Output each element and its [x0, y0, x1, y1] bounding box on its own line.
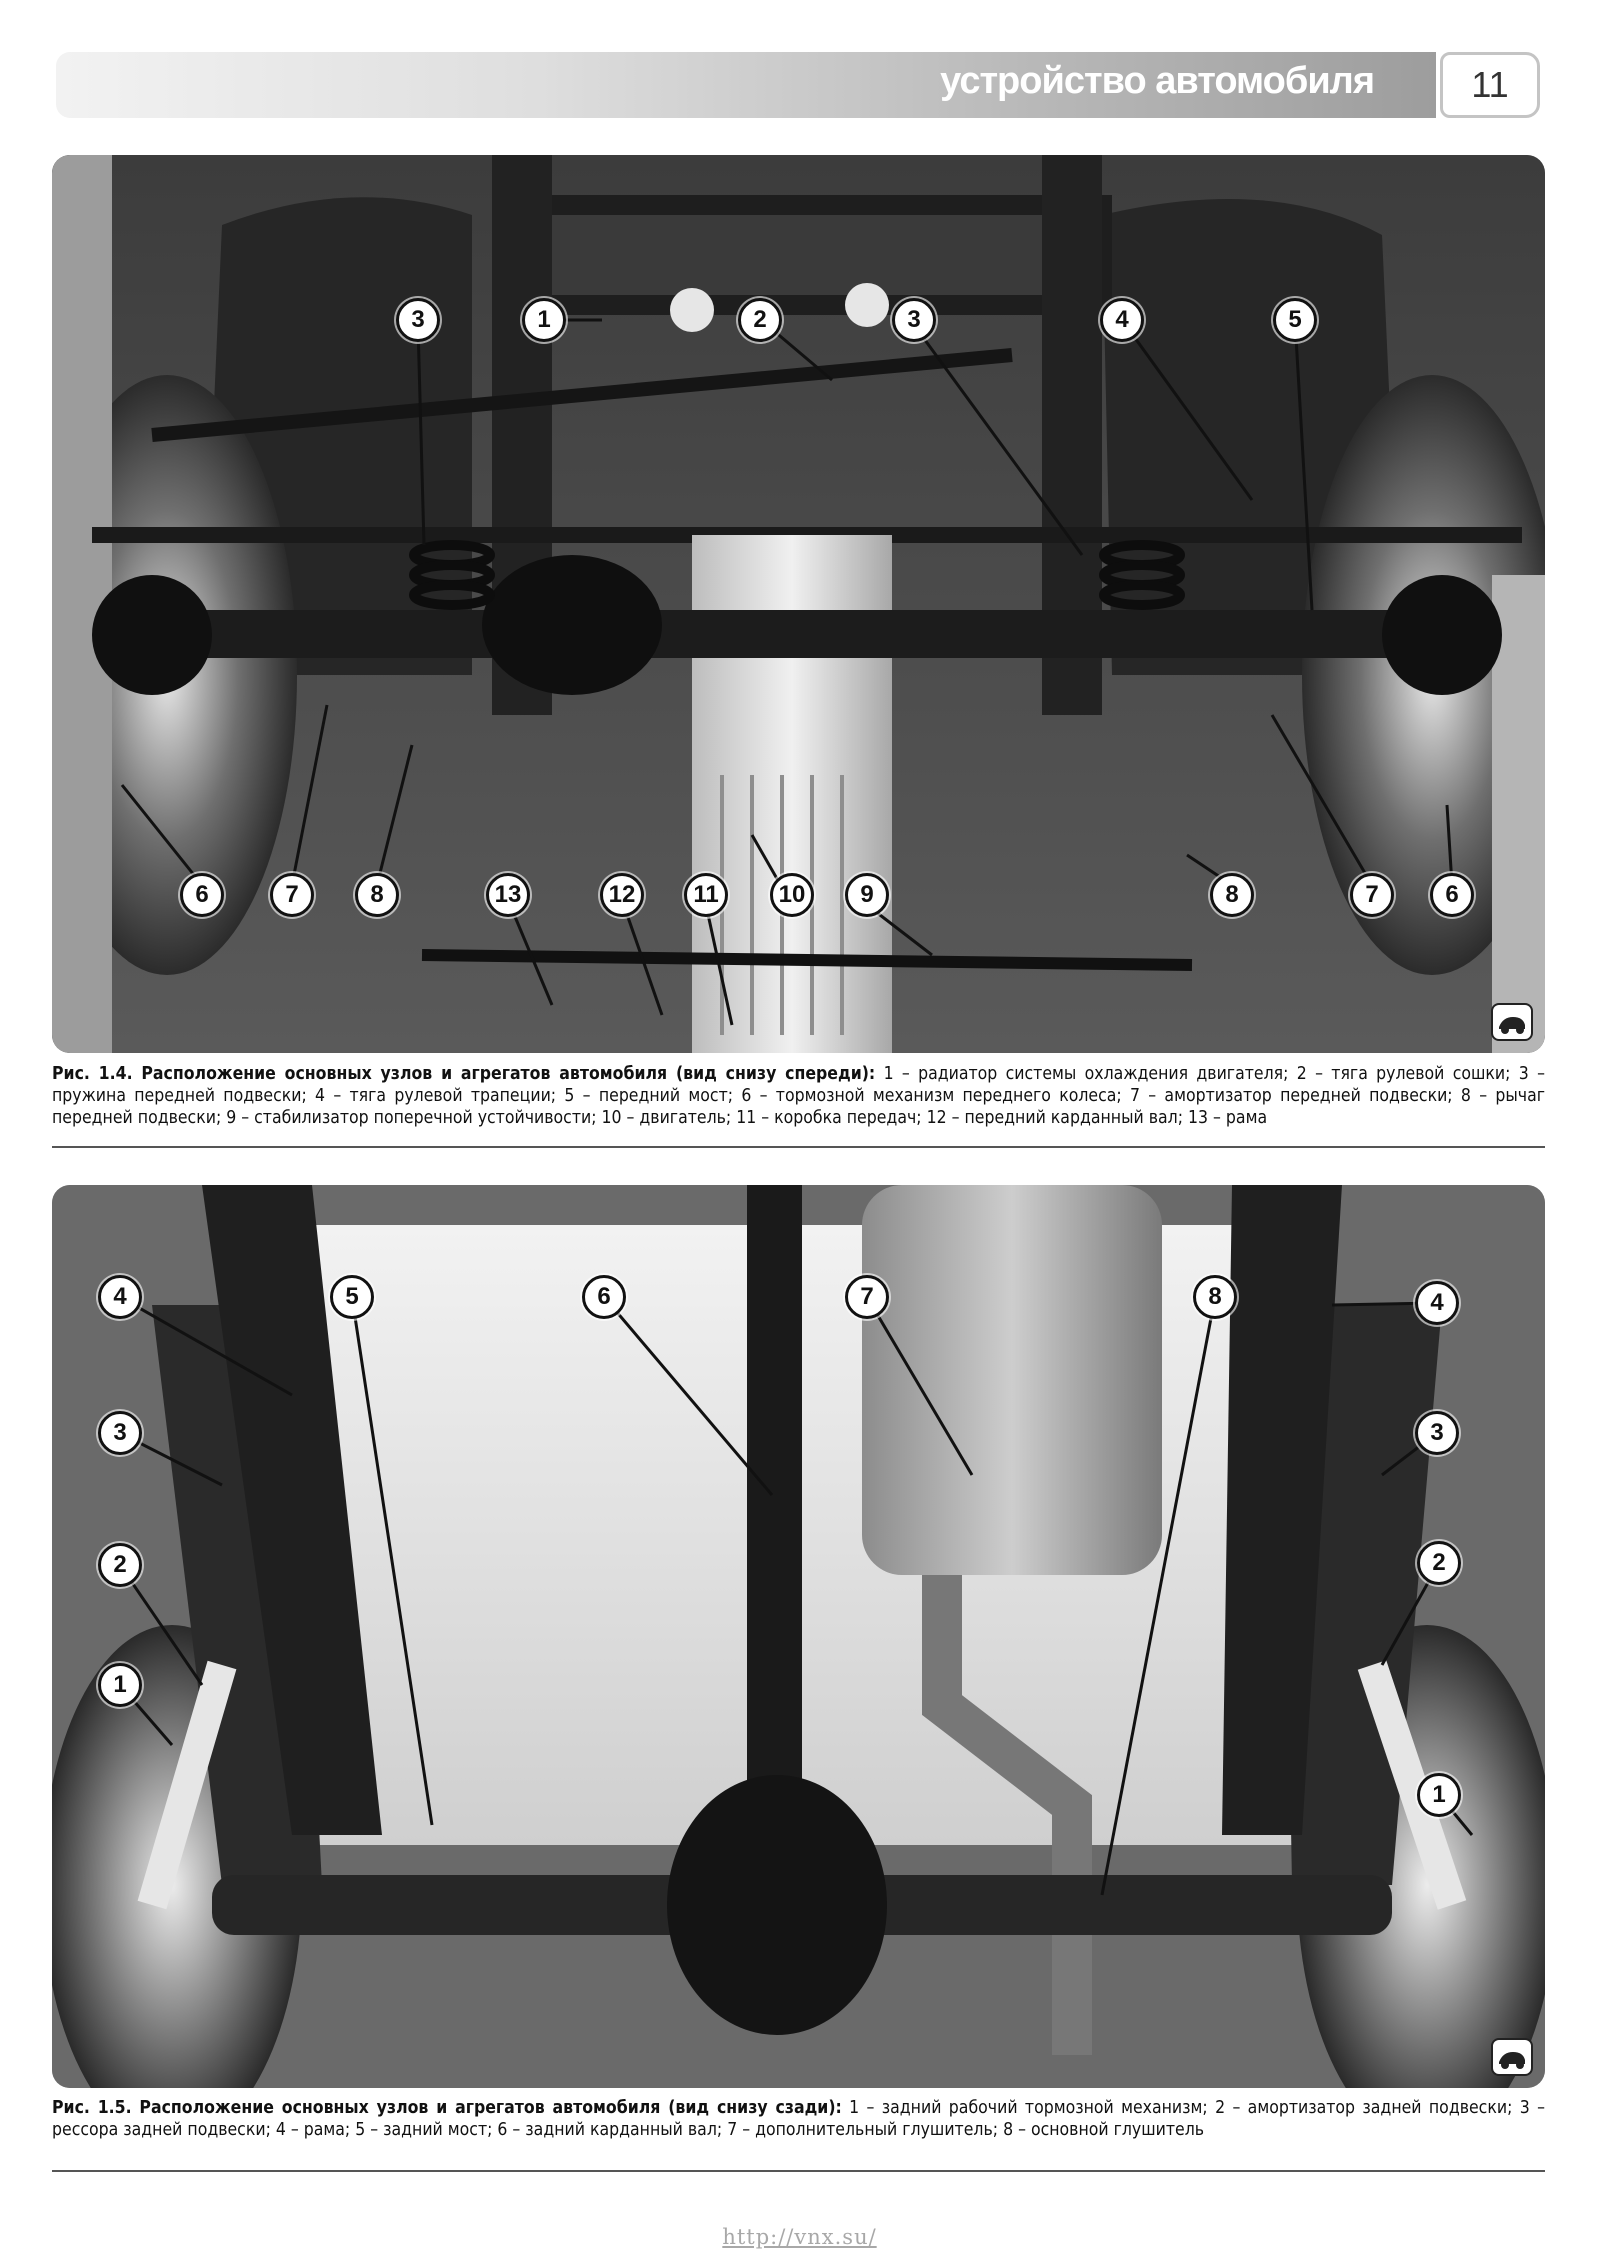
callout-radiator: 1: [522, 298, 566, 342]
figure-1-4-caption-body: 1 – радиатор системы охлаждения двигателя; 2 – тяга рулевой сошки; 3 – пружина передней подвески; 4 – тяга рулевой трапеции; 5 – передний мост; 6 – тормозной механизм переднего колеса; 7 – амортизатор передней подвески; 8 – рычаг передней подвески; 9 – стабилизатор поперечной устойчивости; 10 – двигатель; 11 – коробка передач; 12 – передний карданный вал; 13 – рама: [52, 1064, 1545, 1128]
callout-shock-right: 2: [1417, 1541, 1461, 1585]
callout-rear-driveshaft: 6: [582, 1275, 626, 1319]
callout-engine: 10: [770, 873, 814, 917]
figure-1-5-callouts: [52, 1185, 1545, 2088]
figure-1-5-photo: [52, 1185, 1545, 2088]
car-logo-icon: [1491, 1003, 1533, 1041]
callout-leaf-spring-left: 3: [98, 1411, 142, 1455]
figure-1-5-caption-body: 1 – задний рабочий тормозной механизм; 2 – амортизатор задней подвески; 3 – рессора задней подвески; 4 – рама; 5 – задний мост; 6 – задний карданный вал; 7 – дополнительный глушитель; 8 – основной глушитель: [52, 2098, 1545, 2140]
callout-brake-left: 1: [98, 1663, 142, 1707]
section-header-bar: [56, 52, 1436, 118]
figure-1-4-photo: [52, 155, 1545, 1053]
callout-shock-left: 7: [270, 873, 314, 917]
figure-1-4-caption-lead: Рис. 1.4. Расположение основных узлов и агрегатов автомобиля (вид снизу спереди):: [52, 1064, 876, 1084]
callout-spring-right: 3: [892, 298, 936, 342]
callout-brake-right: 6: [1430, 873, 1474, 917]
callout-lever-left: 8: [355, 873, 399, 917]
callout-frame-left: 4: [98, 1275, 142, 1319]
callout-aux-muffler: 7: [845, 1275, 889, 1319]
car-logo-icon: [1491, 2038, 1533, 2076]
page-number-box: [1440, 52, 1540, 118]
footer-link[interactable]: http://vnx.su/: [722, 2225, 877, 2249]
figure-1-4-caption: [52, 1063, 1545, 1129]
callout-steering-rod: 2: [738, 298, 782, 342]
callout-lever-right: 8: [1210, 873, 1254, 917]
callout-brake-right: 1: [1417, 1773, 1461, 1817]
callout-rear-axle: 5: [330, 1275, 374, 1319]
figure-1-5-caption-lead: Рис. 1.5. Расположение основных узлов и агрегатов автомобиля (вид снизу сзади):: [52, 2098, 842, 2118]
page-number: 11: [1471, 64, 1509, 105]
callout-spring: 3: [396, 298, 440, 342]
callout-main-muffler: 8: [1193, 1275, 1237, 1319]
callout-front-axle: 5: [1273, 298, 1317, 342]
callout-stabilizer: 9: [845, 873, 889, 917]
callout-frame: 13: [486, 873, 530, 917]
callout-front-driveshaft: 12: [600, 873, 644, 917]
callout-frame-right: 4: [1415, 1281, 1459, 1325]
section-title: устройство автомобиля: [940, 60, 1374, 102]
figure-1-4-callouts: [52, 155, 1545, 1053]
bottom-rule: [52, 2170, 1545, 2172]
divider-rule: [52, 1146, 1545, 1148]
callout-gearbox: 11: [684, 873, 728, 917]
callout-leaf-spring-right: 3: [1415, 1411, 1459, 1455]
figure-1-5-caption: [52, 2097, 1545, 2141]
callout-shock-left: 2: [98, 1543, 142, 1587]
callout-shock-right: 7: [1350, 873, 1394, 917]
callout-trapezoid-rod: 4: [1100, 298, 1144, 342]
callout-brake-left: 6: [180, 873, 224, 917]
